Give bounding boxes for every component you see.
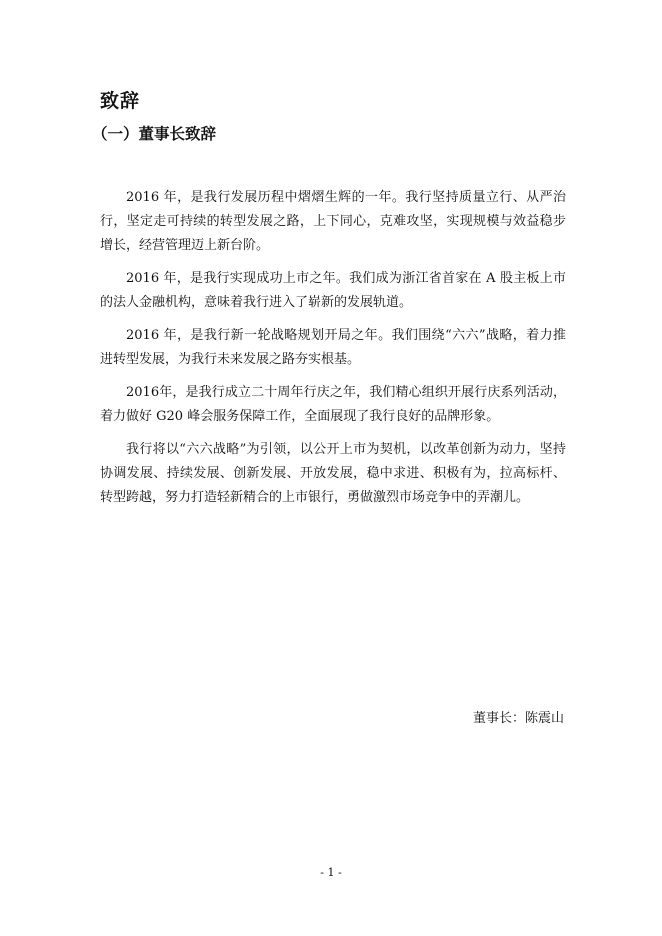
paragraph: 2016 年，是我行实现成功上市之年。我们成为浙江省首家在 A 股主板上市的法人金融机构，意味着我行进入了崭新的发展轨道。 (100, 271, 566, 310)
page-number: - 1 - (320, 866, 342, 879)
paragraph: 2016年，是我行成立二十周年行庆之年，我们精心组织开展行庆系列活动，着力做好 G20 峰会服务保障工作，全面展现了我行良好的品牌形象。 (100, 385, 566, 424)
page-title: 致辞 (100, 90, 141, 112)
chairman-signature: 董事长：陈震山 (472, 711, 564, 726)
paragraph: 我行将以“六六战略”为引领，以公开上市为契机，以改革创新为动力，坚持协调发展、持续发展、创新发展、开放发展，稳中求进、积极有为，拉高标杆、转型跨越，努力打造轻新精合的上市银行，勇做激烈市场竞争中的弄潮儿。 (100, 442, 566, 505)
paragraph: 2016 年，是我行发展历程中熠熠生辉的一年。我行坚持质量立行、从严治行，坚定走可持续的转型发展之路，上下同心，克难攻坚，实现规模与效益稳步增长，经营管理迈上新台阶。 (100, 190, 566, 253)
paragraph: 2016 年，是我行新一轮战略规划开局之年。我们围绕“六六”战略，着力推进转型发展，为我行未来发展之路夯实根基。 (100, 328, 566, 367)
section-subtitle: （一）董事长致辞 (92, 125, 217, 143)
speech-body (100, 186, 566, 519)
